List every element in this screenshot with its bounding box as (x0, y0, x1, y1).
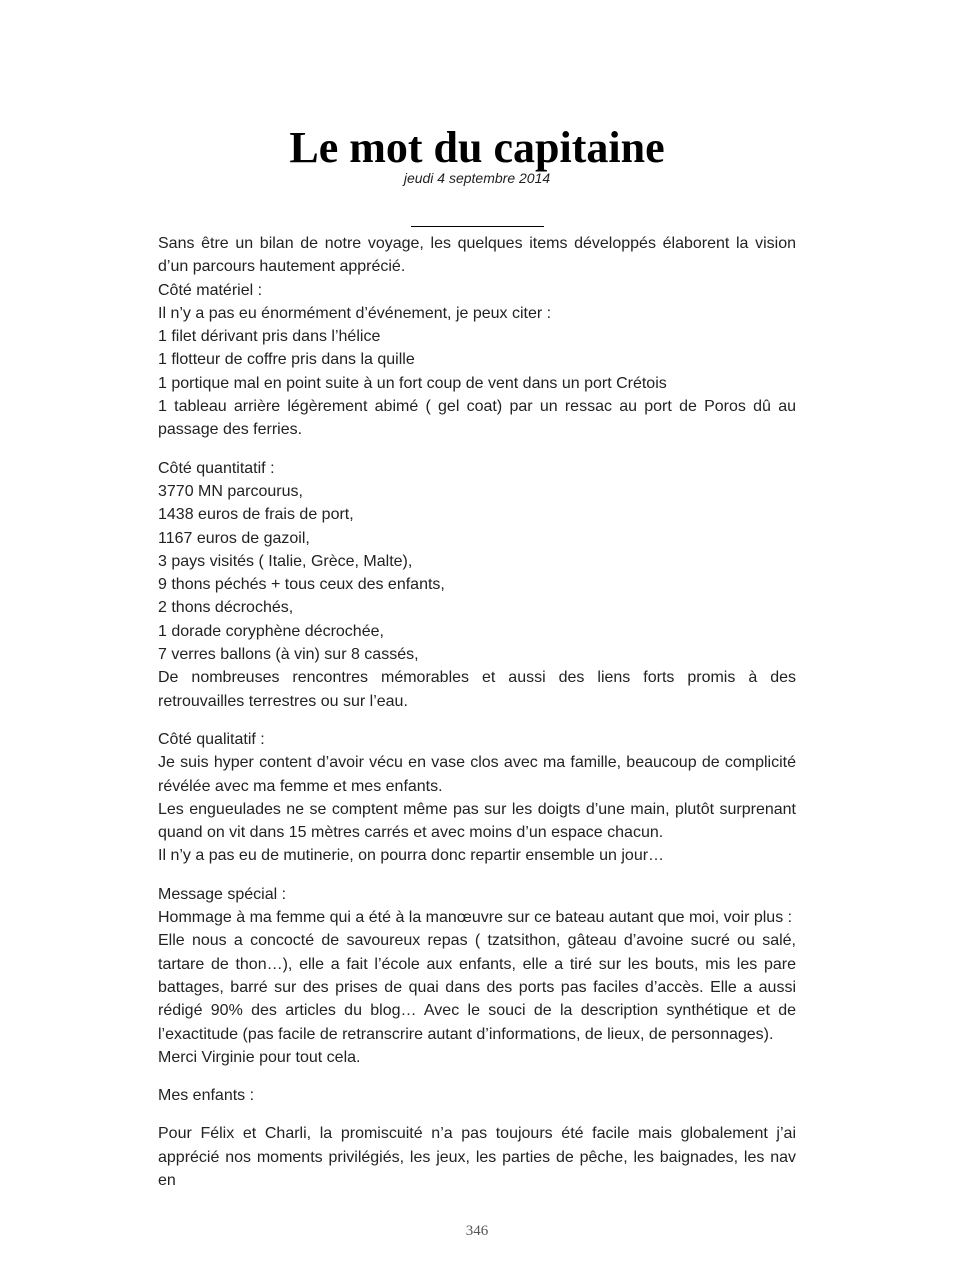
text-line: 1 flotteur de coffre pris dans la quille (158, 351, 415, 369)
page-title: Le mot du capitaine (289, 123, 665, 172)
text-line: 1 filet dérivant pris dans l’hélice (158, 328, 381, 346)
text-line: De nombreuses rencontres mémorables et aussi des liens forts promis à des (158, 669, 796, 687)
title-divider (411, 226, 544, 227)
text-line: Elle nous a concocté de savoureux repas ( tzatsithon, gâteau d’avoine sucré ou salé, (158, 932, 796, 950)
text-line: Merci Virginie pour tout cela. (158, 1048, 361, 1066)
paragraph-qualitatif (158, 728, 796, 868)
text-line: Sans être un bilan de notre voyage, les quelques items développés élaborent la vision (158, 235, 796, 252)
page-number: 346 (465, 1223, 489, 1239)
paragraph-message-special (158, 883, 796, 1069)
text-line: Côté quantitatif : (158, 459, 275, 477)
text-line: rédigé 90% des articles du blog… Avec le souci de la description synthétique et de (158, 1002, 796, 1020)
text-line: 1 dorade coryphène décrochée, (158, 622, 384, 640)
text-line: Mes enfants : (158, 1087, 255, 1105)
text-line: 1 portique mal en point suite à un fort coup de vent dans un port Crétois (158, 374, 667, 392)
text-line: Côté matériel : (158, 281, 263, 299)
text-line: 1438 euros de frais de port, (158, 506, 354, 524)
paragraph-quantitatif (158, 457, 796, 713)
text-line: Les engueulades ne se comptent même pas sur les doigts d’une main, plutôt surprenant (158, 800, 796, 818)
text-line: 9 thons péchés + tous ceux des enfants, (158, 576, 445, 594)
post-date: jeudi 4 septembre 2014 (403, 170, 551, 186)
text-line: Pour Félix et Charli, la promiscuité n’a pas toujours été facile mais globalement j’ai (158, 1125, 796, 1143)
paragraph-materiel (158, 232, 796, 442)
text-line: quand on vit dans 15 mètres carrés et avec moins d’un espace chacun. (158, 824, 664, 842)
text-line: Hommage à ma femme qui a été à la manœuvre sur ce bateau autant que moi, voir plus : (158, 909, 793, 927)
text-line: Côté qualitatif : (158, 730, 265, 748)
text-line: 2 thons décrochés, (158, 599, 294, 617)
text-line: Je suis hyper content d’avoir vécu en vase clos avec ma famille, beaucoup de complicité (158, 754, 796, 772)
article-body (158, 232, 796, 1207)
text-line: 3770 MN parcourus, (158, 482, 303, 500)
text-line: d’un parcours hautement apprécié. (158, 258, 406, 276)
text-line: 1167 euros de gazoil, (158, 529, 310, 547)
paragraph-enfants-heading (158, 1084, 796, 1107)
text-line: passage des ferries. (158, 421, 303, 439)
text-line: Message spécial : (158, 885, 287, 903)
text-line: 7 verres ballons (à vin) sur 8 cassés, (158, 646, 419, 664)
text-line: Il n’y a pas eu énormément d’événement, je peux citer : (158, 304, 552, 322)
text-line: 3 pays visités ( Italie, Grèce, Malte), (158, 552, 413, 570)
text-line: battages, barré sur des prises de quai dans des ports pas faciles d’accès. Elle a aussi (158, 978, 796, 996)
text-line: révélée avec ma femme et mes enfants. (158, 777, 443, 795)
text-line: Il n’y a pas eu de mutinerie, on pourra donc repartir ensemble un jour… (158, 847, 665, 865)
text-line: retrouvailles terrestres ou sur l’eau. (158, 692, 408, 710)
paragraph-enfants (158, 1122, 796, 1192)
text-line: 1 tableau arrière légèrement abimé ( gel coat) par un ressac au port de Poros dû au (158, 398, 796, 416)
text-line: apprécié nos moments privilégiés, les jeux, les parties de pêche, les baignades, les nav en (158, 1148, 796, 1189)
text-line: l’exactitude (pas facile de retranscrire autant d’informations, de lieux, de personnages). (158, 1025, 774, 1043)
text-line: tartare de thon…), elle a fait l’école aux enfants, elle a tiré sur les bouts, mis les pare (158, 955, 796, 973)
